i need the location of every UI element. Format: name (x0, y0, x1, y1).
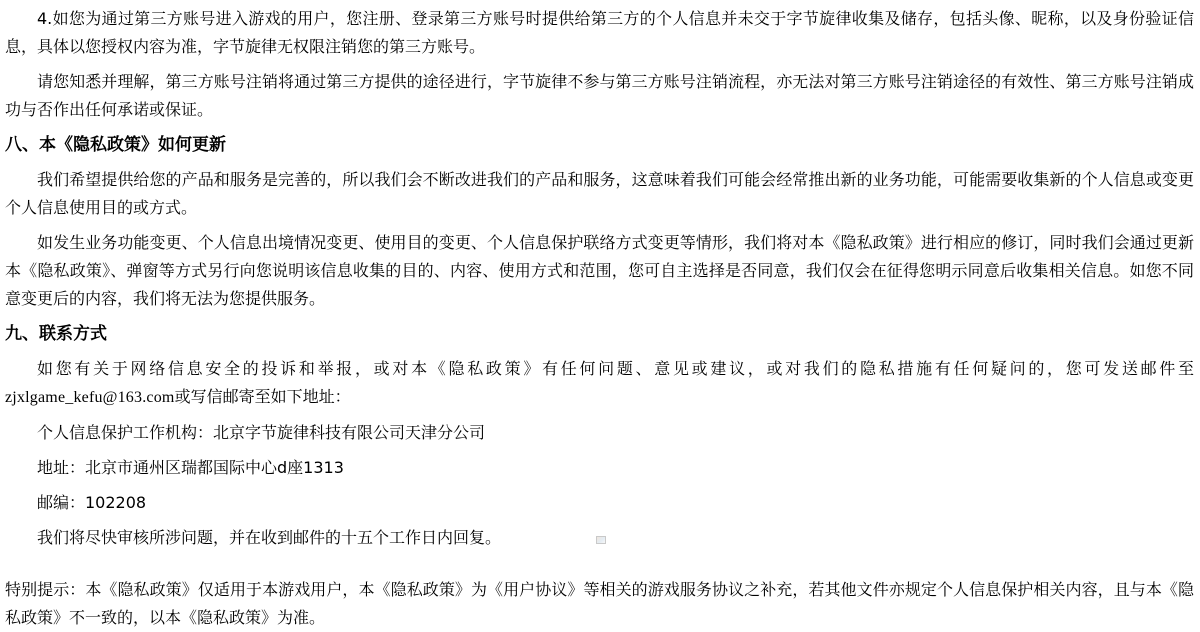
contact-intro-paragraph (5, 355, 1194, 412)
third-party-account-paragraph-2: 请您知悉并理解，第三方账号注销将通过第三方提供的途径进行，字节旋律不参与第三方账号注销流程，亦无法对第三方账号注销途径的有效性、第三方账号注销成功与否作出任何承诺或保证。 (5, 72, 1194, 119)
section-8-heading: 八、本《隐私政策》如何更新 (5, 135, 226, 155)
contact-agency-line: 个人信息保护工作机构：北京字节旋律科技有限公司天津分公司 (37, 423, 486, 442)
broken-image-icon (596, 536, 606, 544)
contact-intro-before-email: 如您有关于网络信息安全的投诉和举报，或对本《隐私政策》有任何问题、意见或建议，或对我们的隐私措施有任何疑问的，您可发送邮件至 (37, 359, 1194, 378)
contact-intro-after-email: 或写信邮寄至如下地址： (174, 387, 351, 406)
policy-update-paragraph-2: 如发生业务功能变更、个人信息出境情况变更、使用目的变更、个人信息保护联络方式变更等情形，我们将对本《隐私政策》进行相应的修订，同时我们会通过更新本《隐私政策》、弹窗等方式另行向您说明该信息收集的目的、内容、使用方式和范围，您可自主选择是否同意，我们仅会在征得您明示同意后收集相关信息。如您不同意变更后的内容，我们将无法为您提供服务。 (5, 233, 1194, 308)
contact-email: zjxlgame_kefu@163.com (5, 389, 175, 406)
contact-address-line: 地址：北京市通州区瑞都国际中心d座1313 (37, 458, 344, 477)
special-notice-paragraph: 特别提示：本《隐私政策》仅适用于本游戏用户，本《隐私政策》为《用户协议》等相关的游戏服务协议之补充，若其他文件亦规定个人信息保护相关内容，且与本《隐私政策》不一致的，以本《隐私政策》为准。 (5, 580, 1194, 627)
policy-update-paragraph-1: 我们希望提供给您的产品和服务是完善的，所以我们会不断改进我们的产品和服务，这意味着我们可能会经常推出新的业务功能，可能需要收集新的个人信息或变更个人信息使用目的或方式。 (5, 170, 1194, 217)
contact-postal-code-line: 邮编：102208 (37, 493, 147, 512)
contact-reply-note: 我们将尽快审核所涉问题，并在收到邮件的十五个工作日内回复。 (37, 528, 502, 547)
third-party-account-paragraph-1: 4.如您为通过第三方账号进入游戏的用户，您注册、登录第三方账号时提供给第三方的个人信息并未交于字节旋律收集及储存，包括头像、昵称，以及身份验证信息，具体以您授权内容为准，字节旋律无权限注销您的第三方账号。 (5, 9, 1194, 56)
section-9-heading: 九、联系方式 (5, 324, 107, 344)
